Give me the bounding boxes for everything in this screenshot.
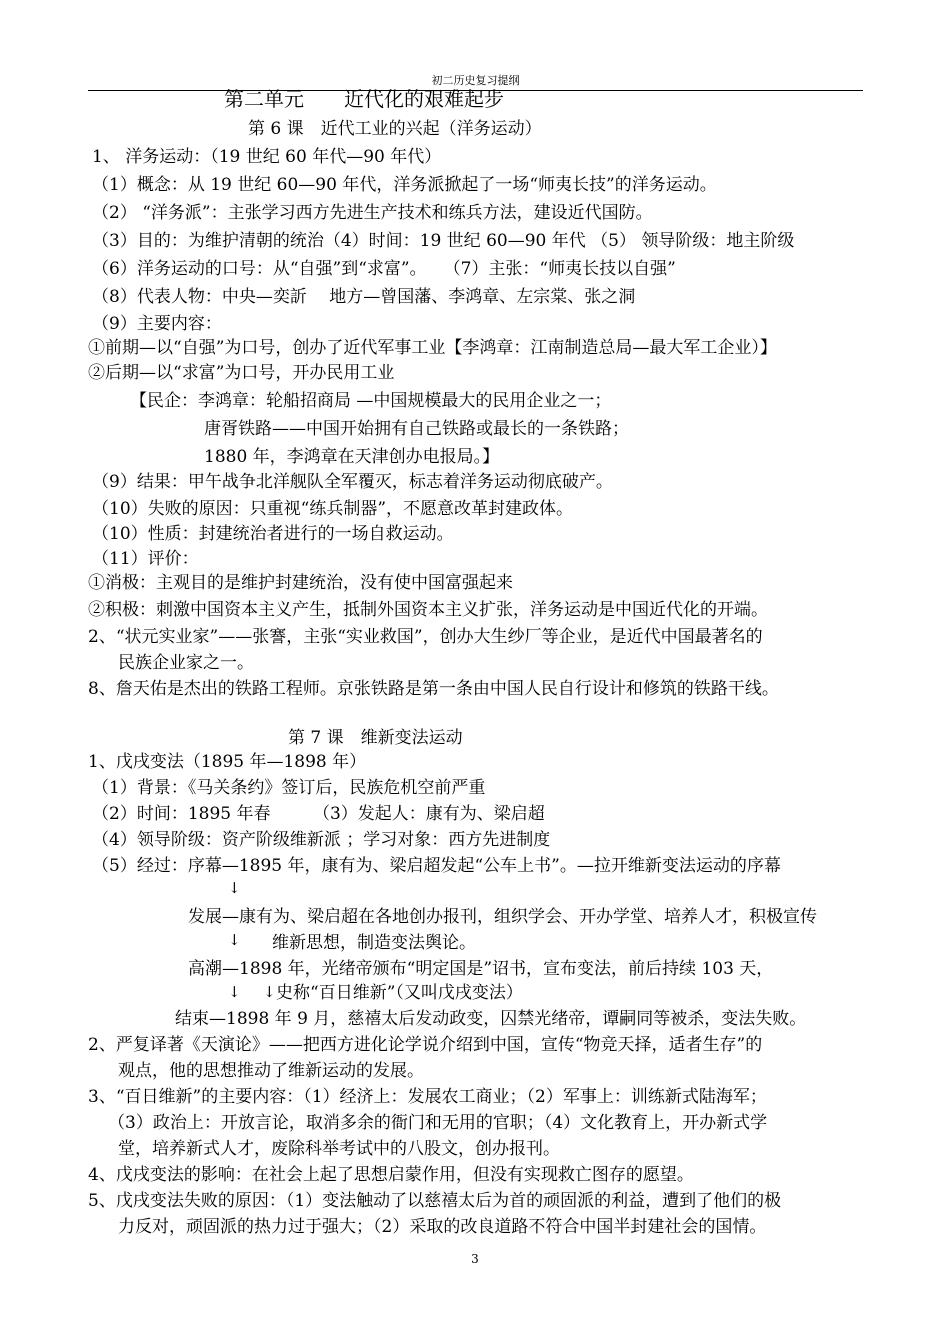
l7-line-16: 4、戊戌变法的影响：在社会上起了思想启蒙作用，但没有实现救亡图存的愿望。	[88, 1165, 694, 1185]
l6-line-18: ②积极：刺激中国资本主义产生，抵制外国资本主义扩张，洋务运动是中国近代化的开端。	[88, 600, 768, 620]
unit-title: 第二单元 近代化的艰难起步	[224, 87, 504, 111]
l7-line-11: 2、严复译著《天演论》——把西方进化论学说介绍到中国，宣传“物竞天择，适者生存”的	[88, 1035, 763, 1055]
flow-arrow-2: ↓	[228, 931, 241, 949]
header-text: 初二历史复习提纲	[431, 74, 520, 87]
l6-line-19: 2、“状元实业家”——张謇，主张“实业救国”，创办大生纱厂等企业，是近代中国最著名的	[88, 627, 763, 647]
l6-line-20: 民族企业家之一。	[118, 653, 254, 673]
l7-line-7: 维新思想，制造变法舆论。	[272, 933, 476, 953]
l7-line-4: （4）领导阶级：资产阶级维新派 ；学习对象：西方先进制度	[92, 830, 551, 850]
l6-line-4: （3）目的：为维护清朝的统治（4）时间：19 世纪 60—90 年代 （5） 领导阶级：地主阶级	[92, 231, 795, 251]
l6-line-6: （8）代表人物：中央—奕訢 地方—曾国藩、李鸿章、左宗棠、张之洞	[92, 287, 636, 307]
l6-line-5: （6）洋务运动的口号：从“自强”到“求富”。 （7）主张：“师夷长技以自强”	[92, 259, 676, 279]
l7-line-2: （1）背景：《马关条约》签订后，民族危机空前严重	[92, 778, 486, 798]
l6-line-13: （9）结果：甲午战争北洋舰队全军覆灭，标志着洋务运动彻底破产。	[92, 472, 613, 492]
l7-line-15: 堂，培养新式人才，废除科举考试中的八股文，创办报刊。	[118, 1139, 560, 1159]
l6-line-15: （10）性质：封建统治者进行的一场自救运动。	[92, 524, 454, 544]
l7-line-6: 发展—康有为、梁启超在各地创办报刊，组织学会、开办学堂、培养人才，积极宣传	[188, 907, 817, 927]
flow-arrow-1: ↓	[228, 879, 241, 897]
l7-line-5: （5）经过：序幕—1895 年，康有为、梁启超发起“公车上书”。—拉开维新变法运动的序幕	[92, 856, 781, 876]
lesson6-title: 第 6 课 近代工业的兴起（洋务运动）	[248, 119, 542, 139]
l6-line-17: ①消极：主观目的是维护封建统治，没有使中国富强起来	[88, 573, 513, 593]
l6-line-2: （1）概念：从 19 世纪 60—90 年代，洋务派掀起了一场“师夷长技”的洋务运动。	[92, 175, 717, 195]
l6-line-9: ②后期—以“求富”为口号，开办民用工业	[88, 363, 395, 383]
l7-line-3: （2）时间：1895 年春 （3）发起人：康有为、梁启超	[92, 804, 545, 824]
l6-line-11: 唐胥铁路——中国开始拥有自己铁路或最长的一条铁路；	[204, 419, 629, 439]
l6-line-10: 【民企：李鸿章：轮船招商局 —中国规模最大的民用企业之一；	[130, 391, 612, 411]
l7-line-18: 力反对，顽固派的热力过于强大；（2）采取的改良道路不符合中国半封建社会的国情。	[118, 1217, 767, 1237]
lesson7-title: 第 7 课 维新变法运动	[288, 728, 463, 748]
page-number: 3	[471, 1252, 479, 1266]
l7-line-13: 3、“百日维新”的主要内容：（1）经济上：发展农工商业；（2）军事上：训练新式陆海军；	[88, 1087, 767, 1107]
l6-line-8: ①前期—以“自强”为口号，创办了近代军事工业【李鸿章：江南制造总局—最大军工企业）】	[88, 338, 777, 358]
l7-line-9: 史称“百日维新”（又叫戊戌变法）	[276, 983, 523, 1003]
l7-line-14: （3）政治上：开放言论，取消多余的衙门和无用的官职；（4）文化教育上，开办新式学	[108, 1113, 768, 1133]
l6-line-21: 8、詹天佑是杰出的铁路工程师。京张铁路是第一条由中国人民自行设计和修筑的铁路干线。	[88, 679, 779, 699]
l6-line-12: 1880 年，李鸿章在天津创办电报局。】	[204, 447, 500, 467]
l7-line-12: 观点，他的思想推动了维新运动的发展。	[118, 1061, 424, 1081]
l7-line-10: 结束—1898 年 9 月，慈禧太后发动政变，囚禁光绪帝，谭嗣同等被杀，变法失败。	[175, 1009, 807, 1029]
flow-arrow-3: ↓	[228, 983, 241, 1001]
flow-arrow-4: ↓	[263, 983, 276, 1001]
l6-line-14: （10）失败的原因：只重视“练兵制器”，不愿意改革封建政体。	[92, 499, 574, 519]
l6-line-3: （2） “洋务派”：主张学习西方先进生产技术和练兵方法，建设近代国防。	[92, 203, 653, 223]
l6-line-7: （9）主要内容：	[92, 314, 222, 334]
l6-line-1: 1、 洋务运动：（19 世纪 60 年代—90 年代）	[92, 147, 442, 167]
l7-line-1: 1、戊戌变法（1895 年—1898 年）	[88, 752, 367, 772]
l6-line-16: （11）评价：	[92, 549, 199, 569]
l7-line-8: 高潮—1898 年，光绪帝颁布“明定国是”诏书，宣布变法，前后持续 103 天，	[188, 959, 774, 979]
l7-line-17: 5、戊戌变法失败的原因：（1）变法触动了以慈禧太后为首的顽固派的利益，遭到了他们的极	[88, 1191, 782, 1211]
